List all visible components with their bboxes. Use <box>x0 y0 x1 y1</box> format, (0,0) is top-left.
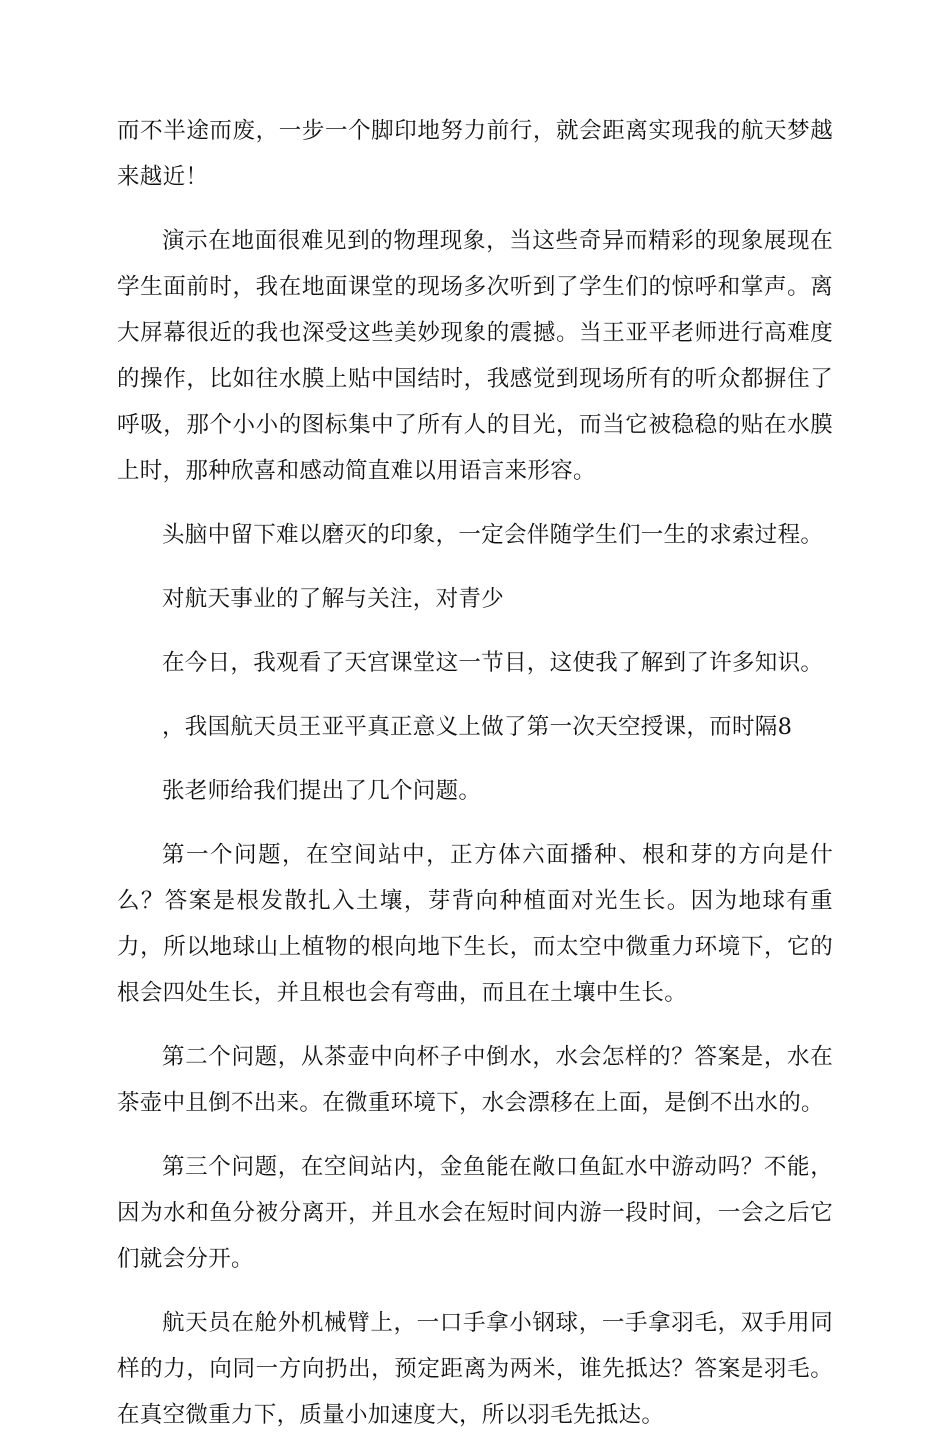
paragraph-10: 第三个问题，在空间站内，金鱼能在敞口鱼缸水中游动吗？不能，因为水和鱼分被分离开，并且水会在短时间内游一段时间，一会之后它们就会分开。 <box>117 1154 833 1272</box>
paragraph-5: 在今日，我观看了天宫课堂这一节目，这使我了解到了许多知识。 <box>162 650 824 676</box>
document-body <box>117 108 833 1456</box>
paragraph-1: 而不半途而废，一步一个脚印地努力前行，就会距离实现我的航天梦越来越近！ <box>117 118 833 190</box>
paragraph-8: 第一个问题，在空间站中，正方体六面播种、根和芽的方向是什么？答案是根发散扎入土壤，芽背向种植面对光生长。因为地球有重力，所以地球山上植物的根向地下生长，而太空中微重力环境下，它的根会四处生长，并且根也会有弯曲，而且在土壤中生长。 <box>117 842 833 1006</box>
paragraph-6: ，我国航天员王亚平真正意义上做了第一次天空授课，而时隔8 <box>162 714 793 740</box>
paragraph-7: 张老师给我们提出了几个问题。 <box>162 778 482 804</box>
paragraph-9: 第二个问题，从茶壶中向杯子中倒水，水会怎样的？答案是，水在茶壶中且倒不出来。在微重环境下，水会漂移在上面，是倒不出水的。 <box>117 1044 833 1116</box>
paragraph-2: 演示在地面很难见到的物理现象，当这些奇异而精彩的现象展现在学生面前时，我在地面课堂的现场多次听到了学生们的惊呼和掌声。离大屏幕很近的我也深受这些美妙现象的震撼。当王亚平老师进行高难度的操作，比如往水膜上贴中国结时，我感觉到现场所有的听众都摒住了呼吸，那个小小的图标集中了所有人的目光，而当它被稳稳的贴在水膜上时，那种欣喜和感动简直难以用语言来形容。 <box>117 228 833 484</box>
paragraph-4: 对航天事业的了解与关注，对青少 <box>162 586 505 612</box>
paragraph-3: 头脑中留下难以磨灭的印象，一定会伴随学生们一生的求索过程。 <box>162 522 824 548</box>
paragraph-11: 航天员在舱外机械臂上，一口手拿小钢球，一手拿羽毛，双手用同样的力，向同一方向扔出，预定距离为两米，谁先抵达？答案是羽毛。在真空微重力下，质量小加速度大，所以羽毛先抵达。 <box>117 1310 833 1428</box>
